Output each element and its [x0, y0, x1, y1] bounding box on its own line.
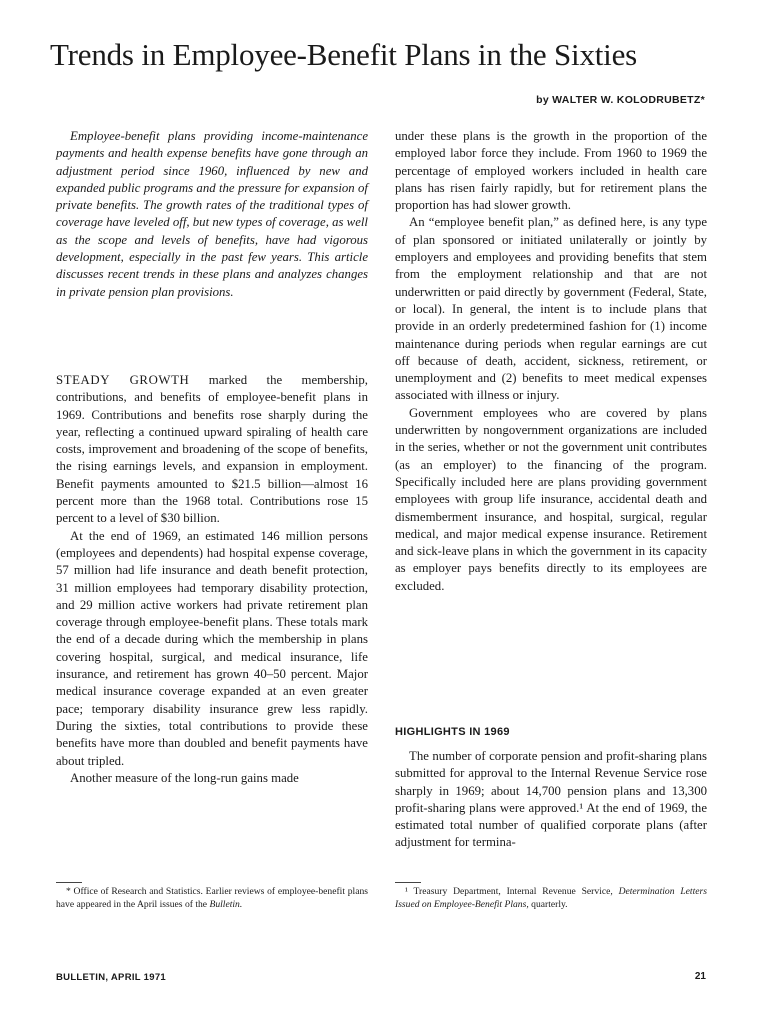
- right-paragraph-4: The number of corporate pension and profit-sharing plans submitted for approval to the Internal Revenue Service rose sharply in 1969; about 14,700 pension plans and 13,300 profit-sharing plans were approved.¹ At the end of 1969, the estimated total number of qualified corporate plans (after adjustment for termina-: [395, 749, 707, 850]
- author-byline: by WALTER W. KOLODRUBETZ*: [536, 94, 705, 106]
- right-footnote: [395, 886, 707, 911]
- left-paragraph-3: Another measure of the long-run gains made: [70, 770, 299, 785]
- left-footnote-rule: [56, 882, 82, 883]
- right-paragraph-2: An “employee benefit plan,” as defined here, is any type of plan sponsored or initiated unilaterally or jointly by employers and employees and providing benefits that stem from the employment relationship and that are not underwritten or paid directly by government (Federal, State, or local). In general, the intent is to include plans that provide in an orderly predetermined fashion for (1) income maintenance during periods when regular earnings are cut off because of death, accident, sickness, retirement, or unemployment and (2) benefits to meet medical expenses associated with illness or injury.: [395, 215, 707, 403]
- footer-publication: BULLETIN, APRIL 1971: [56, 972, 166, 983]
- right-paragraph-1: under these plans is the growth in the proportion of the employed labor force they include. From 1960 to 1969 the percentage of employed workers included in health care plans has risen fairly rapidly, but for retirement plans the proportion has had slower growth.: [395, 129, 707, 213]
- left-footnote-italic: Bulletin.: [209, 898, 243, 910]
- left-paragraph-1: [56, 372, 368, 528]
- article-title: Trends in Employee-Benefit Plans in the Sixties: [50, 37, 638, 72]
- left-footnote: [56, 886, 368, 911]
- right-footnote-suffix: quarterly.: [531, 898, 568, 910]
- right-footnote-rule: [395, 882, 421, 883]
- left-paragraph-1-text: marked the membership, contributions, and benefits of employee-benefit plans in 1969. Contributions and benefits rose sharply during the year, reflecting a continued upward spiraling of health care costs, improvement and broadening of the scope of benefits, the rising earnings levels, and expansion in employment. Benefit payments amounted to $21.5 billion—almost 16 percent more than the 1968 total. Contributions rose 15 percent to a level of $30 billion.: [56, 373, 369, 526]
- left-paragraph-2: At the end of 1969, an estimated 146 million persons (employees and dependents) had hospital expense coverage, 57 million had life insurance and death benefit protection, 31 million employees had temporary disability protection, and 29 million active workers had private retirement plan coverage through employee-benefit plans. These totals mark the end of a decade during which the membership in plans covering hospital, surgical, and medical insurance, life insurance, and retirement has grown 40–50 percent. Major medical insurance coverage expanded at an even greater pace; temporary disability insurance grew less rapidly. During the sixties, total contributions to provide these benefits have more than doubled and benefit payments have about tripled.: [56, 528, 368, 768]
- right-footnote-italic: Determination Letters Issued on Employee-Benefit Plans,: [395, 886, 707, 910]
- article-abstract: Employee-benefit plans providing income-maintenance payments and health expense benefits have gone through an adjustment period since 1960, influenced by new and expanded public programs and the pressure for expansion of private benefits. The growth rates of the traditional types of coverage have leveled off, but new types of coverage, as well as the scope and levels of benefits, have had vigorous development, especially in the past few years. This article discusses recent trends in these plans and analyzes changes in private pension plan provisions.: [56, 129, 368, 299]
- drop-lead-text: STEADY GROWTH: [56, 373, 190, 387]
- section-heading: HIGHLIGHTS IN 1969: [395, 726, 510, 738]
- page-number: 21: [694, 971, 706, 982]
- right-paragraph-3: Government employees who are covered by plans underwritten by nongovernment organizations are included in the series, whether or not the government unit contributes (as an employer) to the financing of the program. Specifically included here are plans providing government employees with group life insurance, accidental death and dismemberment insurance, and hospital, surgical, regular medical, and major medical expense insurance. Retirement and sick-leave plans in which the government in its capacity as employer pays benefits directly to its employees are excluded.: [395, 405, 707, 593]
- left-footnote-text: * Office of Research and Statistics. Earlier reviews of employee-benefit plans have appeared in the April issues of the: [56, 886, 368, 910]
- right-footnote-prefix: ¹ Treasury Department, Internal Revenue Service,: [405, 886, 613, 897]
- right-section-body: [395, 748, 707, 852]
